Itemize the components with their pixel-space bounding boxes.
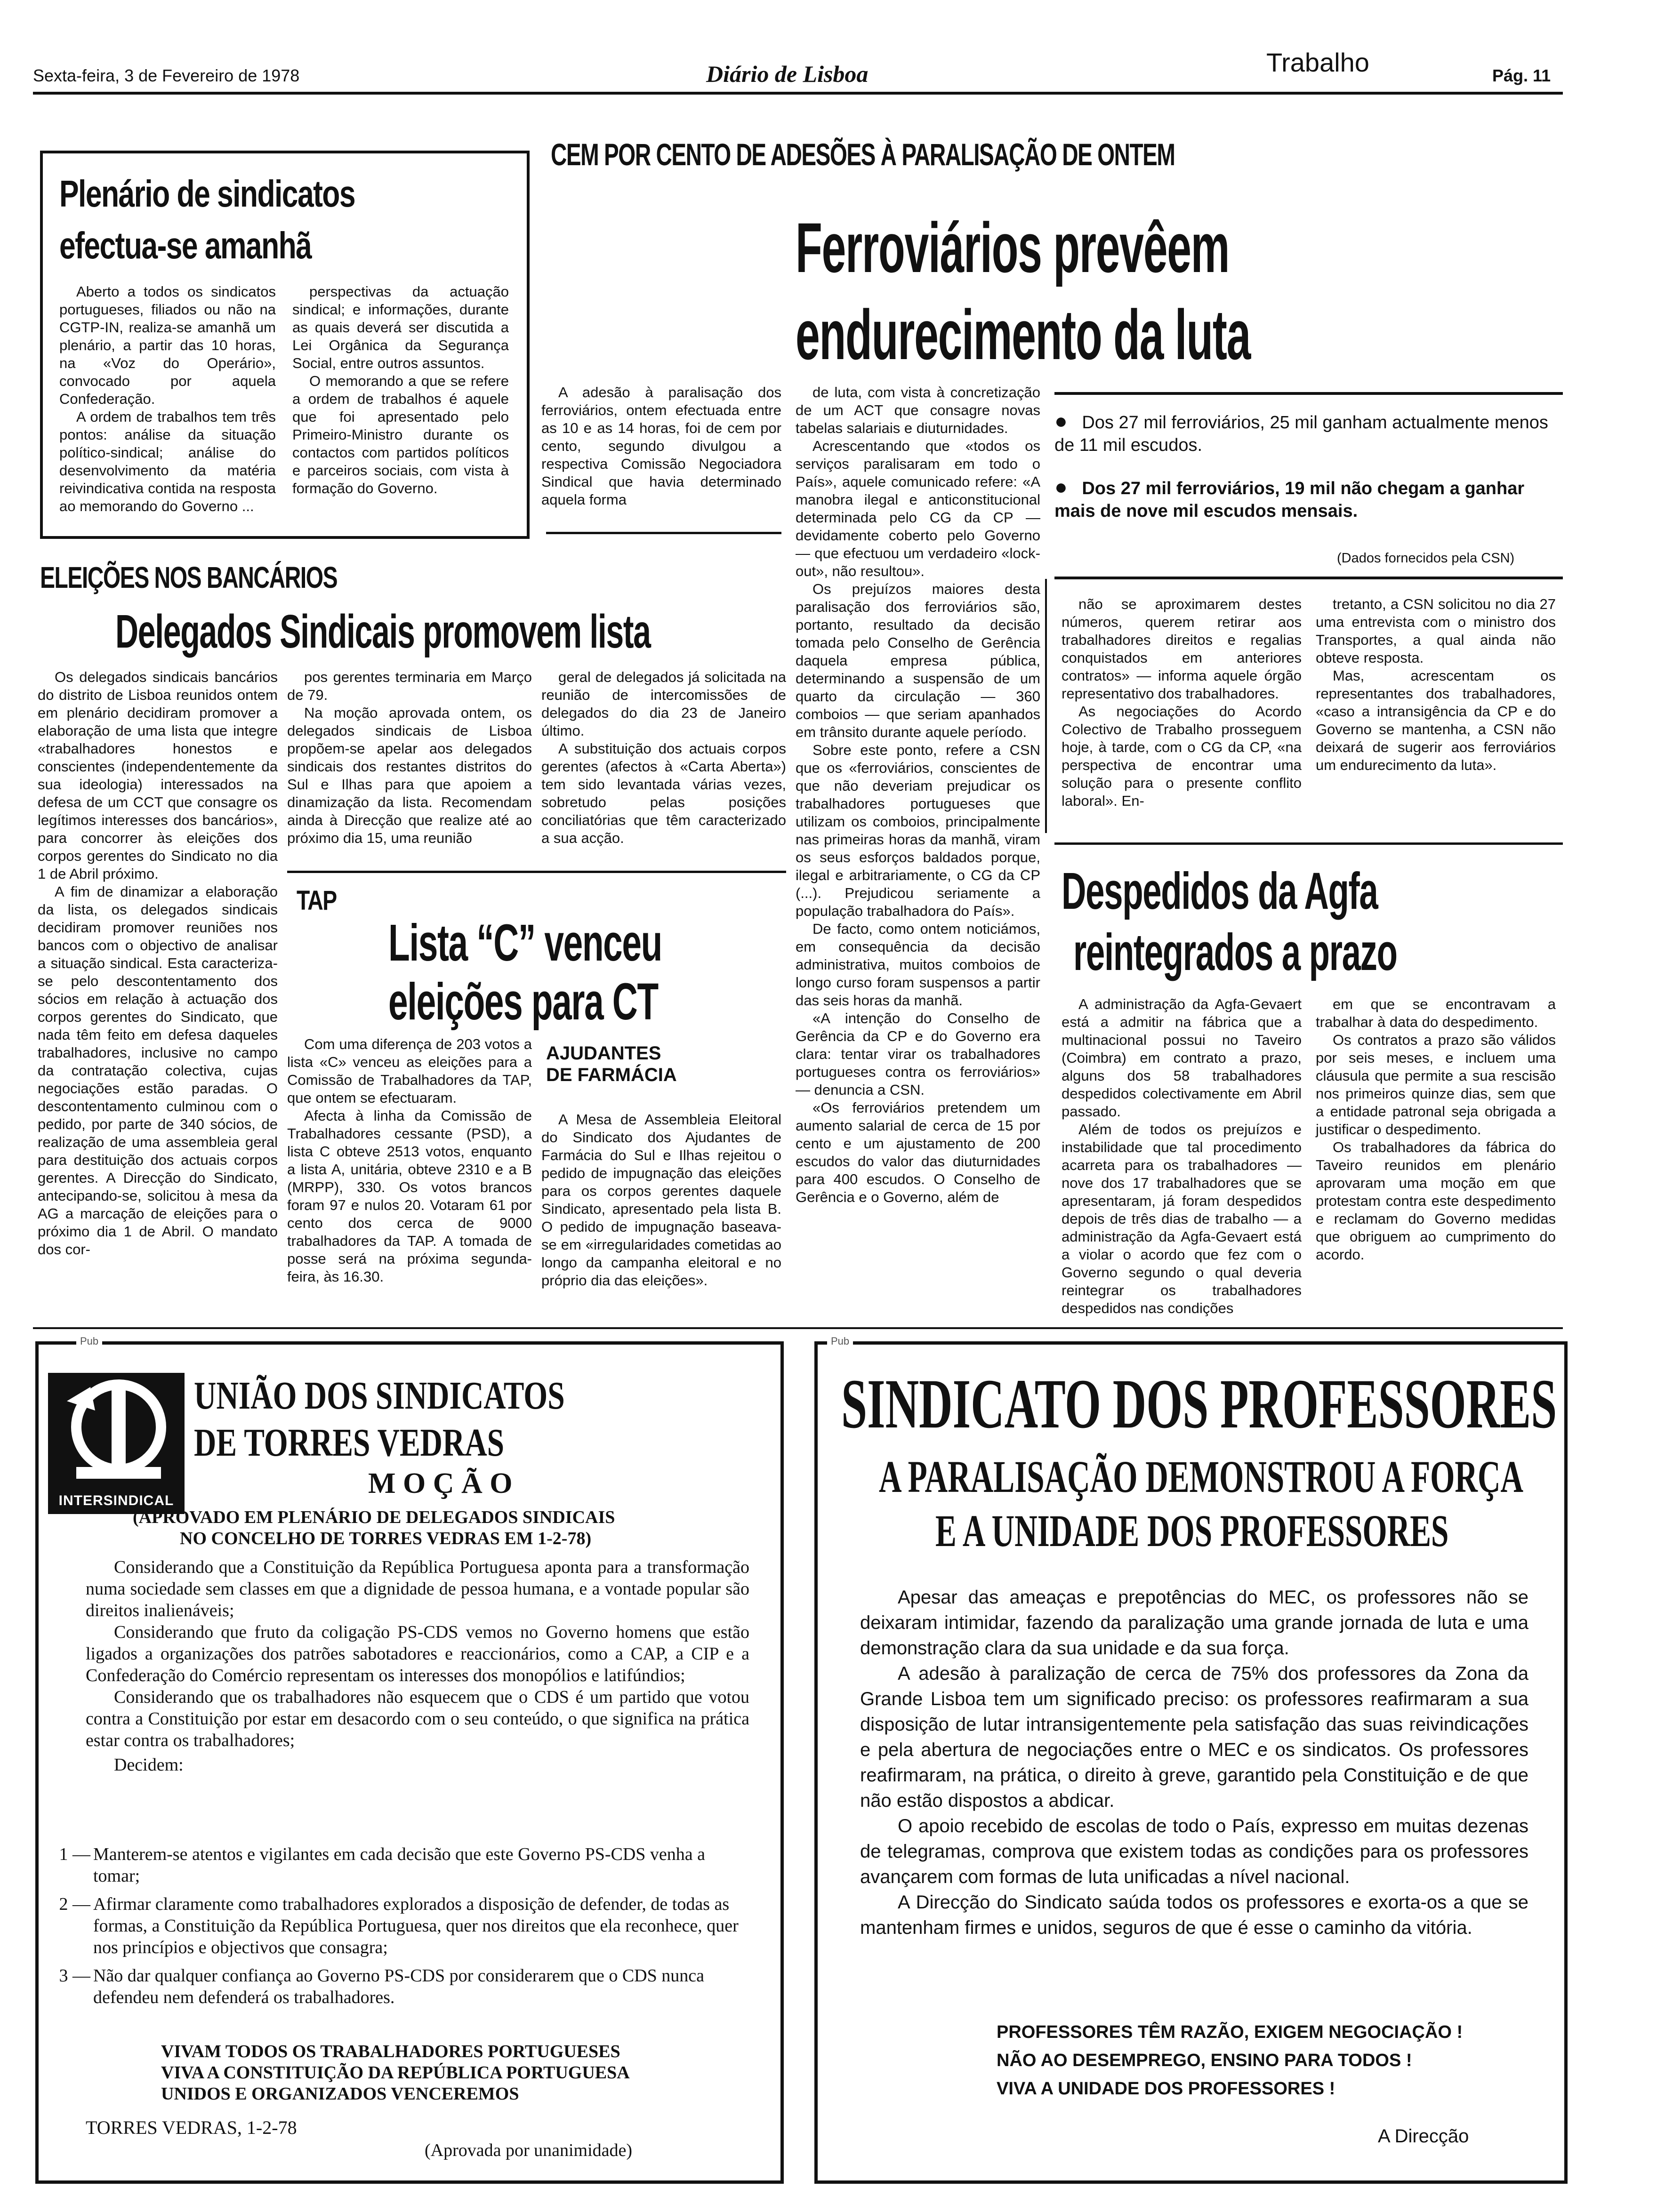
list-item	[48, 1843, 749, 1887]
highlight-bullet-1	[1054, 409, 1563, 457]
paragraph: Afecta à linha da Comissão de Trabalhadores cessante (PSD), a lista C obteve 2513 votos, enquanto a lista A, unitária, obteve 2310 e a B (MRPP), 330. Os votos brancos foram 97 e nulos 20. Votaram 61 por cento dos cerca de 9000 trabalhadores da TAP. A tomada de posse será na próxima segunda-feira, às 16.30.	[287, 1107, 532, 1285]
farmacia-title: AJUDANTES DE FARMÁCIA	[546, 1043, 677, 1085]
bancarios-col-2	[287, 668, 532, 847]
ads-divider	[33, 1327, 1563, 1329]
list-text: Manterem-se atentos e vigilantes em cada decisão que este Governo PS-CDS venha a tomar;	[93, 1844, 706, 1886]
paragraph: Além de todos os prejuízos e instabilidade que tal procedimento acarreta para os trabalhadores — nove dos 17 trabalhadores que se apresentaram, já foram despedidos depois de três dias de trabalho — a administração da Agfa-Gevaert está a violar o acordo que fez com o Governo segundo o qual deveria reintegrar os trabalhadores despedidos nas condições	[1062, 1121, 1302, 1316]
highlight-text-1: Dos 27 mil ferroviários, 25 mil ganham actualmente menos de 11 mil escudos.	[1054, 413, 1548, 455]
plenario-box	[40, 151, 530, 539]
paragraph: Os trabalhadores da fábrica do Taveiro reunidos em plenário aprovaram uma moção em que protestam contra este despedimento e reclamam do Governo medidas que obriguem ao cumprimento do acordo.	[1316, 1139, 1556, 1263]
paragraph: em que se encontravam a trabalhar à data do despedimento.	[1316, 996, 1556, 1030]
plenario-col-1	[59, 283, 276, 515]
paragraph: não se aproximarem destes números, querem retirar aos trabalhadores direitos e regalias conquistados em anteriores contratos» — informa aquele órgão representativo dos trabalhadores.	[1062, 596, 1302, 702]
paragraph: tretanto, a CSN solicitou no dia 27 uma entrevista com o ministro dos Transportes, a qual ainda não obteve resposta.	[1316, 596, 1556, 666]
highlight-bullet-2	[1054, 475, 1563, 522]
tap-title-2: eleições para CT	[388, 973, 658, 1031]
agfa-col-2	[1316, 995, 1556, 1264]
ad-right-slogan-3: VIVA A UNIDADE DOS PROFESSORES !	[997, 2079, 1335, 2099]
list-text: Não dar qualquer confiança ao Governo PS-CDS por considerarem que o CDS nunca defendeu nem defenderá os trabalhadores.	[93, 1966, 704, 2007]
paragraph: De facto, como ontem noticiámos, em consequência da decisão administrativa, muitos comboios de longo curso foram suspensos a partir das seis horas da manhã.	[796, 921, 1040, 1009]
tap-body	[287, 1035, 532, 1286]
paragraph: A Mesa de Assembleia Eleitoral do Sindicato dos Ajudantes de Farmácia do Sul e Ilhas rejeitou o pedido de impugnação das eleições para os corpos gerentes daquele Sindicato, apresentado pela lista B. O pedido de impugnação baseava-se em «irregularidades cometidas ao longo da campanha eleitoral e no próprio dia das eleições».	[541, 1111, 781, 1289]
paragraph: Na moção aprovada ontem, os delegados sindicais de Lisboa propõem-se apelar aos delegados sindicais dos restantes distritos do Sul e Ilhas para que apoiem a dinamização da lista. Recomendam ainda à Direcção que realize até ao próximo dia 15, uma reunião	[287, 705, 532, 846]
plenario-title-1: Plenário de sindicatos	[59, 173, 355, 215]
agfa-title-2: reintegrados a prazo	[1073, 923, 1397, 981]
page-number: Pág. 11	[1492, 66, 1551, 85]
ferroviarios-title-2: endurecimento da luta	[796, 295, 1251, 374]
logo-text: INTERSINDICAL	[58, 1493, 174, 1508]
paragraph: Sobre este ponto, refere a CSN que os «ferroviários, conscientes de que não deveriam prejudicar os trabalhadores portugueses que utilizam os comboios, principalmente nas primeiras horas da manhã, viram os seus esforços baldados porque, ilegal e arbitrariamente, o CG da CP (...). Prejudicou seriamente a população trabalhadora do País».	[796, 742, 1040, 919]
bancarios-col-1	[38, 668, 278, 1258]
paragraph: Considerando que os trabalhadores não esquecem que o CDS é um partido que votou contra a Constituição por estar em desacordo com o seu conteúdo, o que significa na prática estar contra os trabalhadores;	[86, 1687, 749, 1750]
ad-left-mocao: M O Ç Ã O	[368, 1467, 513, 1499]
list-number: 3 —	[59, 1966, 90, 1986]
paragraph: O memorando a que se refere a ordem de trabalhos é aquele que foi apresentado pelo Primeiro-Ministro durante os contactos com partidos políticos e parceiros sociais, com vista à formação do Governo.	[292, 373, 509, 497]
ferroviarios-col-3	[1062, 595, 1302, 810]
paragraph: A adesão à paralisação dos ferroviários, ontem efectuada entre as 10 e as 14 horas, foi de cem por cento, segundo divulgou a respectiva Comissão Negociadora Sindical que havia determinado aquela forma	[541, 384, 781, 508]
plenario-title-2: efectua-se amanhã	[59, 224, 312, 266]
highlight-bottom-rule	[1054, 577, 1563, 579]
header-rule	[33, 92, 1563, 95]
paragraph: geral de delegados já solicitada na reunião de intercomissões de delegados do dia 23 de Janeiro último.	[541, 669, 786, 739]
ad-left-place: TORRES VEDRAS, 1-2-78	[86, 2117, 297, 2138]
paragraph: Considerando que fruto da coligação PS-CDS vemos no Governo homens que estão ligados a organizações dos patrões sabotadores e reaccionários, como a CAP, a CIP e a Confederação do Comércio representam os interesses dos monopólios e latifúndios;	[86, 1622, 749, 1685]
ferroviarios-col1-rule	[546, 532, 781, 534]
paragraph: As negociações do Acordo Colectivo de Trabalho prosseguem hoje, à tarde, com o CG da CP, «na perspectiva de encontrar uma solução para o presente conflito laboral». En-	[1062, 703, 1302, 809]
list-item	[48, 1893, 749, 1958]
bancarios-kicker: ELEIÇÕES NOS BANCÁRIOS	[40, 561, 338, 594]
ad-right-subtitle-2: E A UNIDADE DOS PROFESSORES	[935, 1506, 1449, 1556]
header-date: Sexta-feira, 3 de Fevereiro de 1978	[33, 66, 300, 85]
ad-torres-vedras	[35, 1335, 784, 2184]
farmacia-body	[541, 1111, 781, 1290]
paragraph: Considerando que a Constituição da República Portuguesa aponta para a transformação numa sociedade sem classes em que a dignidade de pessoa humana, e a vontade popular são direitos inalienáveis;	[86, 1557, 749, 1620]
highlight-source: (Dados fornecidos pela CSN)	[1337, 551, 1515, 566]
paragraph: A fim de dinamizar a elaboração da lista, os delegados sindicais decidiram promover reuniões nos bancos com o objectivo de analisar a situação sindical. Esta caracteriza-se pelo descontentamento dos sócios em relação à actuação dos corpos gerentes do Sindicato, que nada têm feito em defesa daqueles trabalhadores, inclusive no campo da contratação colectiva, cujas negociações estão paradas. O descontentamento culminou com o pedido, por parte de 340 sócios, de realização de uma assembleia geral para destituição dos actuais corpos gerentes. A Direcção do Sindicato, antecipando-se, solicitou à mesa da AG a marcação de eleições para o próximo dia 1 de Abril. O mandato dos cor-	[38, 883, 278, 1258]
highlight-text-2: Dos 27 mil ferroviários, 19 mil não chegam a ganhar mais de nove mil escudos mensais.	[1054, 479, 1525, 521]
tap-title-1: Lista “C” venceu	[388, 914, 662, 972]
list-number: 1 —	[59, 1844, 90, 1864]
paragraph: O apoio recebido de escolas de todo o País, expresso em muitas dezenas de telegramas, comprova que existem todas as condições para os professores avançarem com formas de luta unificadas a nível nacional.	[860, 1816, 1528, 1887]
agfa-col-1	[1062, 995, 1302, 1317]
paragraph: Aberto a todos os sindicatos portugueses, filiados ou não na CGTP-IN, realiza-se amanhã um plenário, a partir das 10 horas, na «Voz do Operário», convocado por aquela Confederação.	[59, 283, 276, 407]
paragraph: Apesar das ameaças e prepotências do MEC, os professores não se deixaram intimidar, fazendo da paralização uma grande jornada de luta e uma demonstração clara da sua unidade e da sua força.	[860, 1587, 1528, 1659]
plenario-col-2	[292, 283, 509, 497]
paragraph: A administração da Agfa-Gevaert está a admitir na fábrica que a multinacional possui no Taveiro (Coimbra) em contrato a prazo, alguns dos 58 trabalhadores despedidos colectivamente em Abril passado.	[1062, 996, 1302, 1120]
ferroviarios-kicker: CEM POR CENTO DE ADESÕES À PARALISAÇÃO DE ONTEM	[551, 137, 1175, 172]
highlight-top-rule	[1054, 392, 1563, 395]
ferroviarios-col-1	[541, 384, 781, 509]
pub-label: Pub	[76, 1335, 102, 1347]
ad-right-body	[860, 1585, 1528, 1940]
bancarios-col-3	[541, 668, 786, 847]
paragraph: Os contratos a prazo são válidos por seis meses, e incluem uma cláusula que permite a sua rescisão nos primeiros quinze dias, sem que a entidade patronal seja obrigada a justificar o despedimento.	[1316, 1032, 1556, 1138]
list-text: Afirmar claramente como trabalhadores explorados a disposição de defender, de todas as formas, a Constituição da República Portuguesa, quer nos direitos que ela reconhece, quer nos princípios e objectivos que consagra;	[93, 1894, 739, 1957]
ad-left-slogan-1: VIVAM TODOS OS TRABALHADORES PORTUGUESES	[161, 2042, 620, 2061]
pub-label: Pub	[827, 1335, 853, 1347]
agfa-top-rule	[1054, 842, 1563, 845]
ad-left-title-1: UNIÃO DOS SINDICATOS	[194, 1374, 565, 1418]
paragraph: perspectivas da actuação sindical; e informações, durante as quais deverá ser discutida a Lei Orgânica da Segurança Social, entre outros assuntos.	[292, 283, 509, 371]
ad-left-slogan-2: VIVA A CONSTITUIÇÃO DA REPÚBLICA PORTUGUESA	[161, 2063, 630, 2083]
section-label: Trabalho	[1266, 48, 1369, 77]
paragraph: Decidem:	[114, 1755, 184, 1775]
list-number: 2 —	[59, 1894, 90, 1914]
column-rule	[1045, 579, 1047, 833]
ad-left-title-2: DE TORRES VEDRAS	[194, 1421, 505, 1465]
ad-right-signature: A Direcção	[1378, 2126, 1469, 2147]
paragraph: de luta, com vista à concretização de um ACT que consagre novas tabelas salariais e diuturnidades.	[796, 384, 1040, 436]
paragraph: Acrescentando que «todos os serviços paralisaram em todo o País», aquele comunicado refere: «A manobra ilegal e anticonstitucional determinada pelo CG da CP — devidamente coberto pelo Governo — que efectuou um verdadeiro «lock-out», não resultou».	[796, 438, 1040, 579]
paragraph: A Direcção do Sindicato saúda todos os professores e exorta-os a que se mantenham firmes e unidos, seguros de que é esse o caminho da vitória.	[860, 1892, 1528, 1938]
ad-left-body	[86, 1556, 749, 1776]
ad-right-slogan-1: PROFESSORES TÊM RAZÃO, EXIGEM NEGOCIAÇÃO !	[997, 2022, 1463, 2042]
paragraph: Mas, acrescentam os representantes dos trabalhadores, «caso a intransigência da CP e do Governo se mantenha, a CSN não deixará de sugerir aos ferroviários um endurecimento da luta».	[1316, 667, 1556, 773]
intersindical-emblem-icon	[48, 1373, 185, 1491]
paragraph: A ordem de trabalhos tem três pontos: análise da situação político-sindical; análise do desenvolvimento da matéria reivindicativa contida na resposta ao memorando do Governo ...	[59, 409, 276, 514]
ad-sindicato-professores	[814, 1335, 1568, 2184]
paragraph: pos gerentes terminaria em Março de 79.	[287, 669, 532, 703]
paragraph: Os delegados sindicais bancários do distrito de Lisboa reunidos ontem em plenário decidiram promover a elaboração de uma lista que integre «trabalhadores honestos e conscientes (independentemente da sua ideologia) interessados na defesa de um CCT que consagre os legítimos interesses dos bancários», para concorrer às eleições dos corpos gerentes do Sindicato no dia 1 de Abril próximo.	[38, 669, 278, 882]
bancarios-title: Delegados Sindicais promovem lista	[115, 605, 651, 658]
agfa-title-1: Despedidos da Agfa	[1062, 862, 1378, 920]
ad-left-items	[48, 1843, 749, 2008]
paragraph: A substituição dos actuais corpos gerentes (afectos à «Carta Aberta») tem sido levantada várias vezes, sobretudo pelas posições conciliatórias que têm caracterizado a sua acção.	[541, 740, 786, 846]
ferroviarios-col-2	[796, 384, 1040, 1206]
paragraph: Os prejuízos maiores desta paralisação dos ferroviários são, portanto, resultado da decisão tomada pelo Conselho de Gerência daquela empresa pública, determinando a suspensão de um quarto da circulação — 360 comboios — que seriam apanhados em trânsito durante aquele período.	[796, 581, 1040, 740]
ad-left-subtitle-1: (APROVADO EM PLENÁRIO DE DELEGADOS SINDICAIS	[133, 1507, 615, 1527]
ad-left-subtitle-2: NO CONCELHO DE TORRES VEDRAS EM 1-2-78)	[180, 1529, 592, 1548]
ad-right-title: SINDICATO DOS PROFESSORES	[841, 1365, 1557, 1443]
ferroviarios-title-1: Ferroviários prevêem	[796, 208, 1230, 287]
paragraph: A adesão à paralização de cerca de 75% dos professores da Zona da Grande Lisboa tem um significado preciso: os professores reafirmaram a sua disposição de lutar intransigentemente pela satisfação das suas reivindicações e pela abertura de negociações entre o MEC e os sindicatos. Os professores reafirmaram, na prática, o direito à greve, garantido pela Constituição e de que não estão dispostos a abdicar.	[860, 1663, 1528, 1811]
paragraph: «Os ferroviários pretendem um aumento salarial de cerca de 15 por cento e um ajustamento de 200 escudos do valor das diuturnidades para 400 escudos. O Conselho de Gerência e o Governo, além de	[796, 1099, 1040, 1205]
list-item	[48, 1965, 749, 2008]
ad-right-subtitle-1: A PARALISAÇÃO DEMONSTROU A FORÇA	[879, 1451, 1524, 1502]
bancarios-rule	[287, 871, 786, 873]
tap-kicker: TAP	[297, 885, 337, 916]
masthead: Diário de Lisboa	[706, 61, 869, 87]
intersindical-logo	[48, 1373, 185, 1514]
ferroviarios-col-4	[1316, 595, 1556, 774]
ad-left-approved: (Aprovada por unanimidade)	[425, 2140, 633, 2160]
paragraph: Com uma diferença de 203 votos a lista «C» venceu as eleições para a Comissão de Trabalhadores da TAP, que ontem se efectuaram.	[287, 1036, 532, 1106]
ad-right-slogan-2: NÃO AO DESEMPREGO, ENSINO PARA TODOS !	[997, 2051, 1412, 2070]
ad-left-slogan-3: UNIDOS E ORGANIZADOS VENCEREMOS	[161, 2084, 519, 2104]
bullet-icon: ●	[1054, 409, 1068, 433]
paragraph: «A intenção do Conselho de Gerência da CP e do Governo era clara: tentar virar os trabalhadores portugueses contra os ferroviários» — denuncia a CSN.	[796, 1010, 1040, 1098]
bullet-icon: ●	[1054, 474, 1068, 499]
